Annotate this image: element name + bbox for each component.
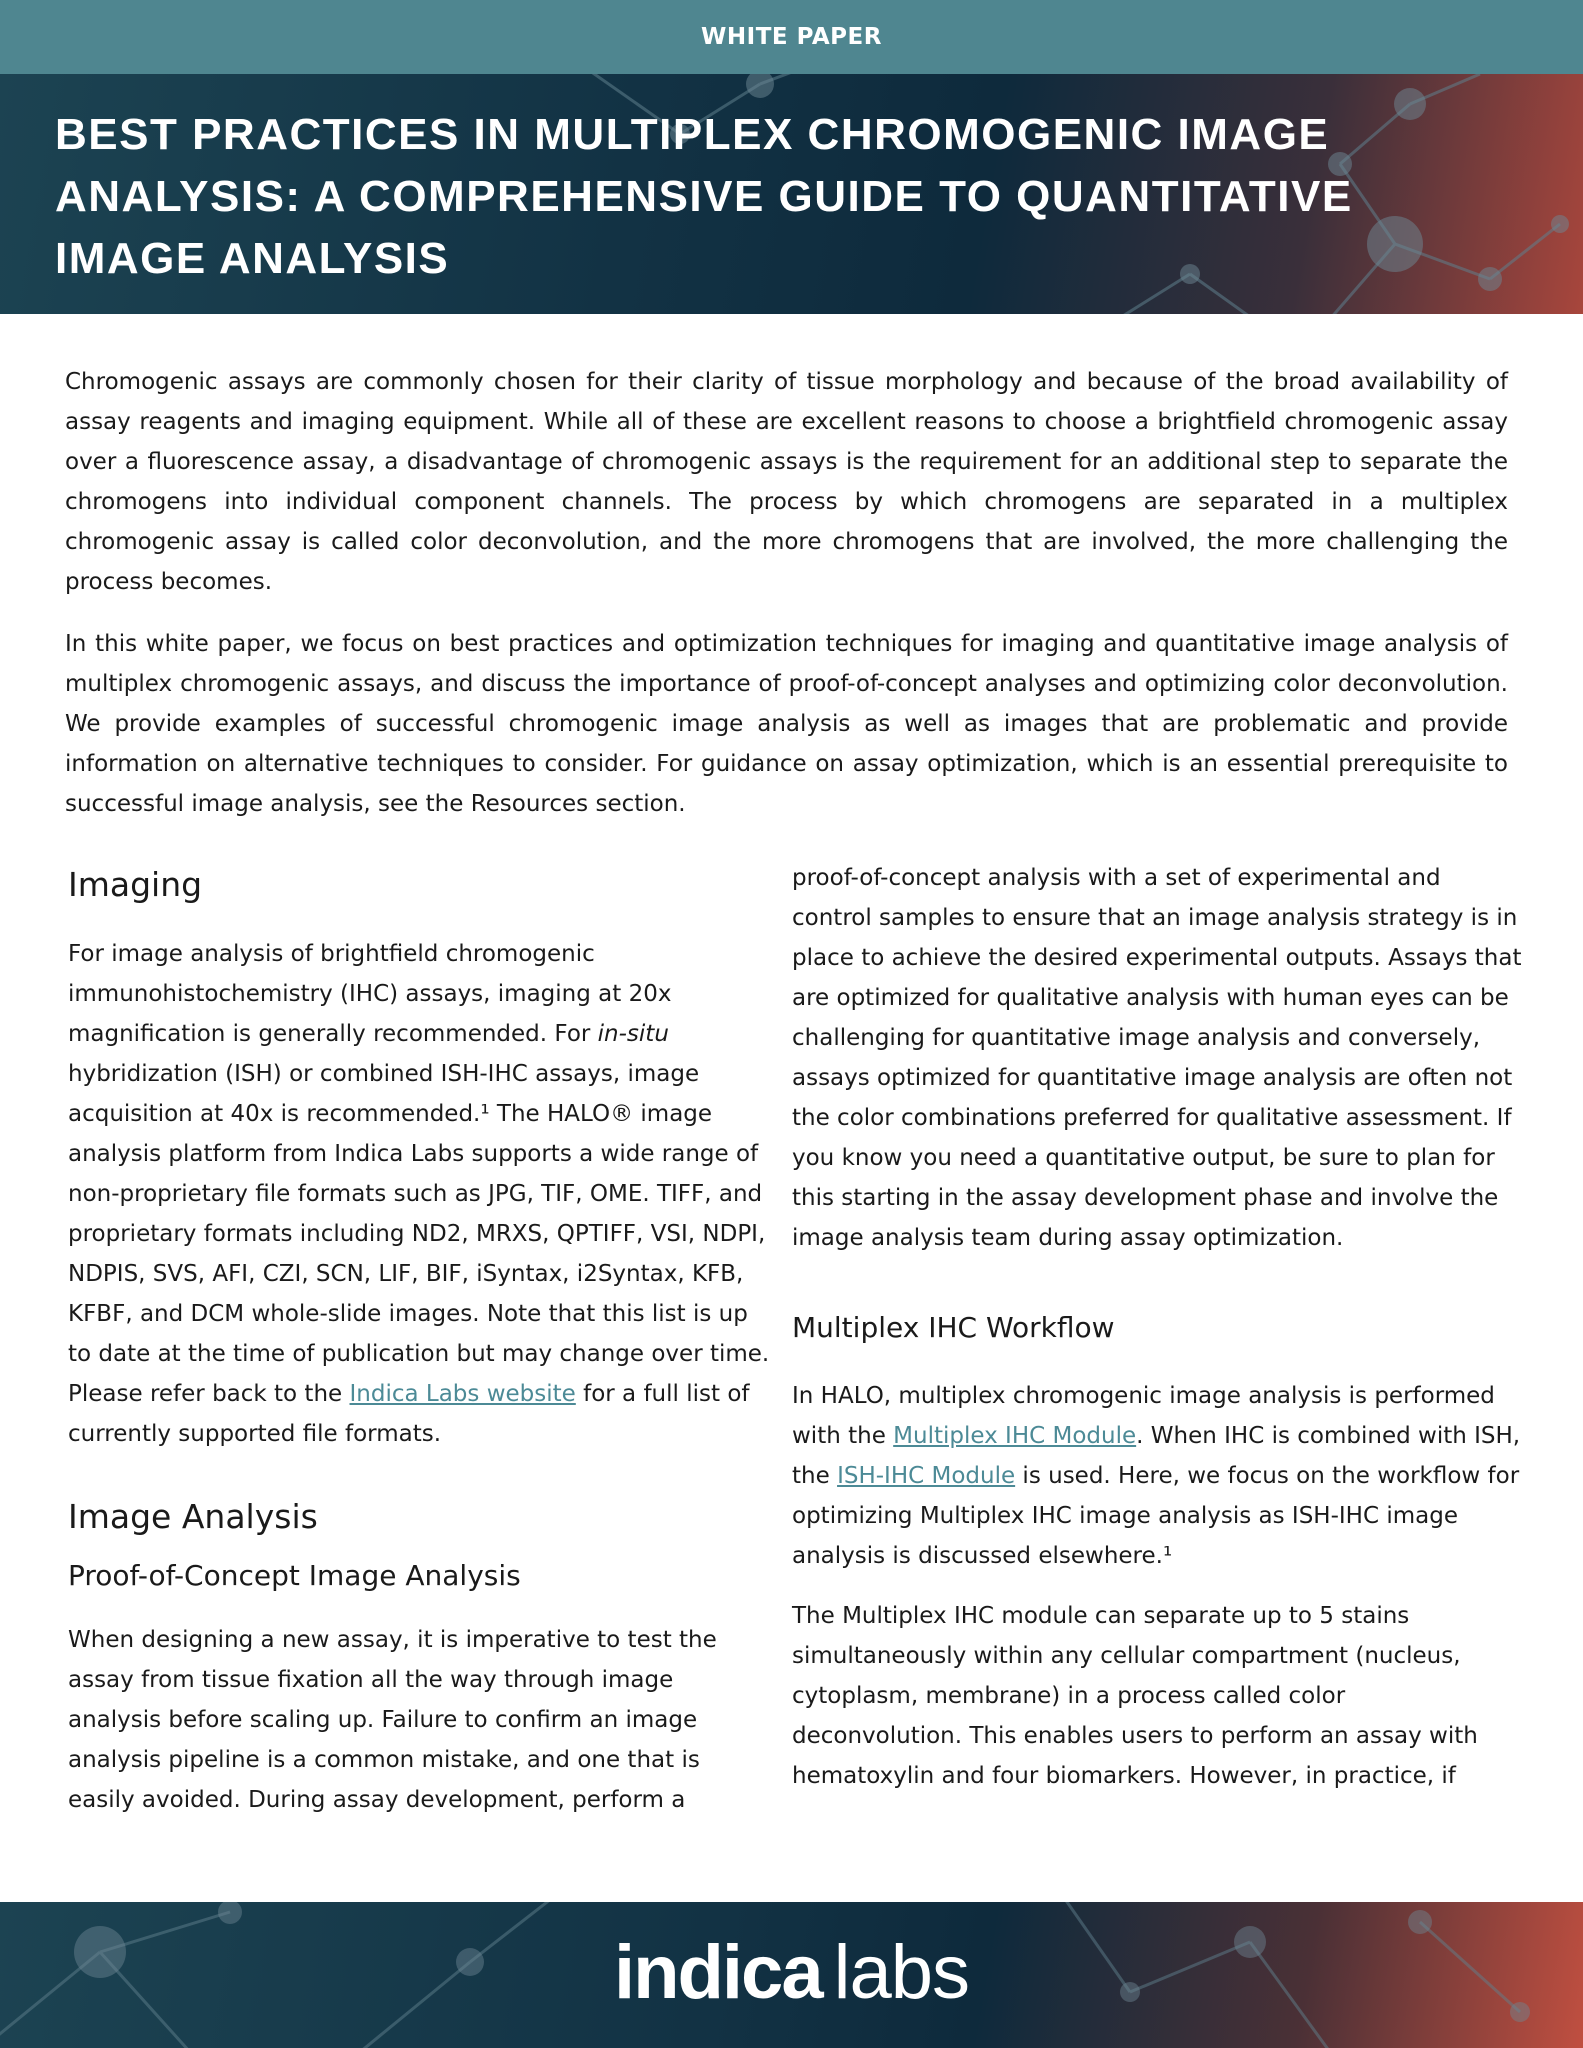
footer-banner <box>0 1902 1583 2048</box>
proof-of-concept-paragraph-left: When designing a new assay, it is imperative to test the assay from tissue fixation all the way through image analysis before scaling up. Failure to confirm an image analysis pipeline is a common mistake, and one that is easily avoided. During assay development, perform a <box>68 1627 717 1813</box>
intro-section <box>65 362 1508 846</box>
imaging-text-c: for a full list of currently supported file formats. <box>68 1381 750 1447</box>
band-label: WHITE PAPER <box>701 24 882 50</box>
heading-multiplex-ihc-workflow: Multiplex IHC Workflow <box>792 1311 1115 1344</box>
title-banner <box>0 74 1583 314</box>
indica-labs-logo <box>0 1928 1583 2018</box>
logo-word-labs: labs <box>833 1930 970 2015</box>
intro-paragraph-2: In this white paper, we focus on best practices and optimization techniques for imaging and quantitative image analysis of multiplex chromogenic assays, and discuss the importance of proof-of-concept analyses and optimizing color deconvolution. We provide examples of successful chromogenic image analysis as well as images that are problematic and provide information on alternative techniques to consider. For guidance on assay optimization, which is an essential prerequisite to successful image analysis, see the Resources section. <box>65 631 1508 817</box>
imaging-text-italic: in-situ <box>597 1021 669 1047</box>
ish-ihc-module-link[interactable]: ISH-IHC Module <box>837 1463 1016 1489</box>
right-column <box>792 858 1522 1796</box>
workflow-text-a: In HALO, multiplex chromogenic image analysis is performed with the <box>792 1383 1495 1449</box>
workflow-text-c: is used. Here, we focus on the workflow for optimizing Multiplex IHC image analysis as ISH-IHC image analysis is discussed elsewhere.¹ <box>792 1463 1520 1569</box>
indica-labs-website-link[interactable]: Indica Labs website <box>349 1381 576 1407</box>
workflow-paragraph-2: The Multiplex IHC module can separate up to 5 stains simultaneously within any cellular compartment (nucleus, cytoplasm, membrane) in a process called color deconvolution. This enables users to perform an assay with hematoxylin and four biomarkers. However, in practice, if <box>792 1603 1478 1789</box>
document-title: BEST PRACTICES IN MULTIPLEX CHROMOGENIC IMAGE ANALYSIS: A COMPREHENSIVE GUIDE TO QUANTITATIVE IMAGE ANALYSIS <box>55 110 1353 283</box>
heading-proof-of-concept: Proof-of-Concept Image Analysis <box>68 1559 521 1592</box>
workflow-text-b: . When IHC is combined with ISH, the <box>792 1423 1521 1489</box>
workflow-paragraph-1 <box>792 1376 1522 1576</box>
imaging-paragraph <box>68 934 773 1454</box>
heading-image-analysis: Image Analysis <box>68 1497 318 1536</box>
multiplex-ihc-module-link[interactable]: Multiplex IHC Module <box>893 1423 1137 1449</box>
imaging-text-b: hybridization (ISH) or combined ISH-IHC assays, image acquisition at 40x is recommended.¹ The HALO® image analysis platform from Indica Labs supports a wide range of non-proprietary file formats such as JPG, TIF, OME. TIFF, and proprietary formats including ND2, MRXS, QPTIFF, VSI, NDPI, NDPIS, SVS, AFI, CZI, SCN, LIF, BIF, iSyntax, i2Syntax, KFB, KFBF, and DCM whole-slide images. Note that this list is up to date at the time of publication but may change over time. Please refer back to the <box>68 1061 770 1407</box>
heading-imaging: Imaging <box>68 865 203 904</box>
intro-paragraph-1: Chromogenic assays are commonly chosen for their clarity of tissue morphology and because of the broad availability of assay reagents and imaging equipment. While all of these are excellent reasons to choose a brightfield chromogenic assay over a fluorescence assay, a disadvantage of chromogenic assays is the requirement for an additional step to separate the chromogens into individual component channels. The process by which chromogens are separated in a multiplex chromogenic assay is called color deconvolution, and the more chromogens that are involved, the more challenging the process becomes. <box>65 369 1508 595</box>
imaging-text-a: For image analysis of brightfield chromogenic immunohistochemistry (IHC) assays, imaging at 20x magnification is generally recommended. For <box>68 941 672 1047</box>
proof-of-concept-paragraph-right: proof-of-concept analysis with a set of experimental and control samples to ensure that an image analysis strategy is in place to achieve the desired experimental outputs. Assays that are optimized for qualitative analysis with human eyes can be challenging for quantitative image analysis and conversely, assays optimized for quantitative image analysis are often not the color combinations preferred for qualitative assessment. If you know you need a quantitative output, be sure to plan for this starting in the assay development phase and involve the image analysis team during assay optimization. <box>792 865 1522 1251</box>
white-paper-band <box>0 0 1583 74</box>
logo-word-indica: indica <box>613 1930 822 2015</box>
left-column <box>68 858 773 1820</box>
